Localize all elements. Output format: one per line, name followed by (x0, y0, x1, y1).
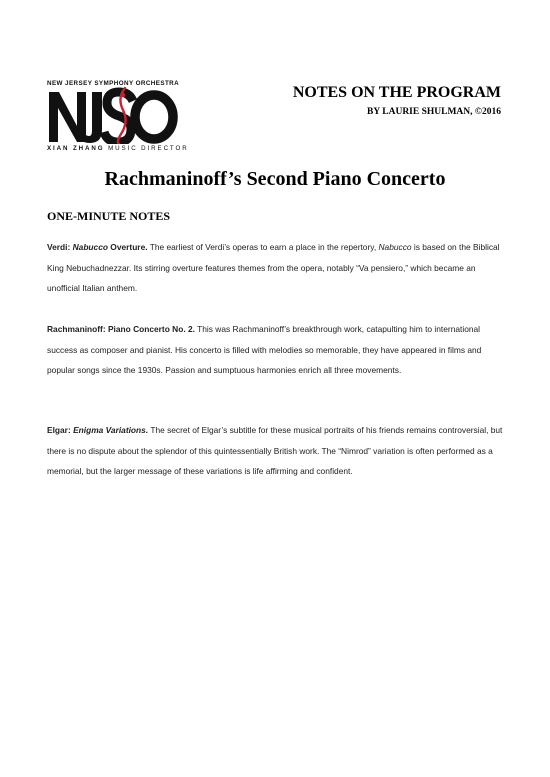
header-byline: BY LAURIE SHULMAN, ©2016 (367, 107, 501, 117)
njso-wordmark (47, 86, 182, 144)
header-title: NOTES ON THE PROGRAM (292, 84, 501, 101)
paragraph-work-title: Enigma Variations. (73, 425, 149, 435)
paragraph-rachmaninoff (47, 319, 505, 381)
paragraph-body: The secret of Elgar’s subtitle for these musical portraits of his friends remains controversial, but there is no dispute about the splendor of this quintessentially British work. The “Nimrod” variation is often performed as a memorial, but the larger message of these variations is life affirming and confident. (47, 425, 503, 476)
paragraph-lead: Rachmaninoff: Piano Concerto No. 2. (47, 324, 195, 334)
njso-logo (47, 80, 189, 155)
paragraph-work-title (73, 242, 148, 252)
paragraph-body: This was Rachmaninoff’s breakthrough work, catapulting him to international success as composer and pianist. His concerto is filled with melodies so memorable, they have appeared in films and popular songs since the 1930s. Passion and sumptuous harmonies enrich all three movements. (47, 324, 482, 375)
logo-music-director (47, 145, 189, 152)
logo-org-name: NEW JERSEY SYMPHONY ORCHESTRA (47, 80, 180, 87)
section-heading: ONE-MINUTE NOTES (47, 209, 171, 223)
paragraph-composer: Elgar: (47, 425, 74, 435)
director-role: MUSIC DIRECTOR (108, 145, 189, 152)
document-title: Rachmaninoff’s Second Piano Concerto (104, 168, 446, 190)
paragraph-composer: Verdi: (47, 242, 73, 252)
paragraph-elgar (47, 420, 505, 482)
work-suffix: Overture. (107, 242, 148, 252)
paragraph-body: The earliest of Verdi’s operas to earn a place in the repertory, (147, 242, 379, 252)
paragraph-verdi (47, 237, 505, 299)
paragraph-body: is based on the Biblical King Nebuchadnezzar. Its stirring overture features themes from the opera, notably “Va pensiero,” which became an unofficial Italian anthem. (47, 242, 500, 293)
director-name: XIAN ZHANG (47, 145, 105, 152)
paragraph-body-italic: Nabucco (378, 242, 412, 252)
work-italic: Nabucco (72, 242, 108, 252)
